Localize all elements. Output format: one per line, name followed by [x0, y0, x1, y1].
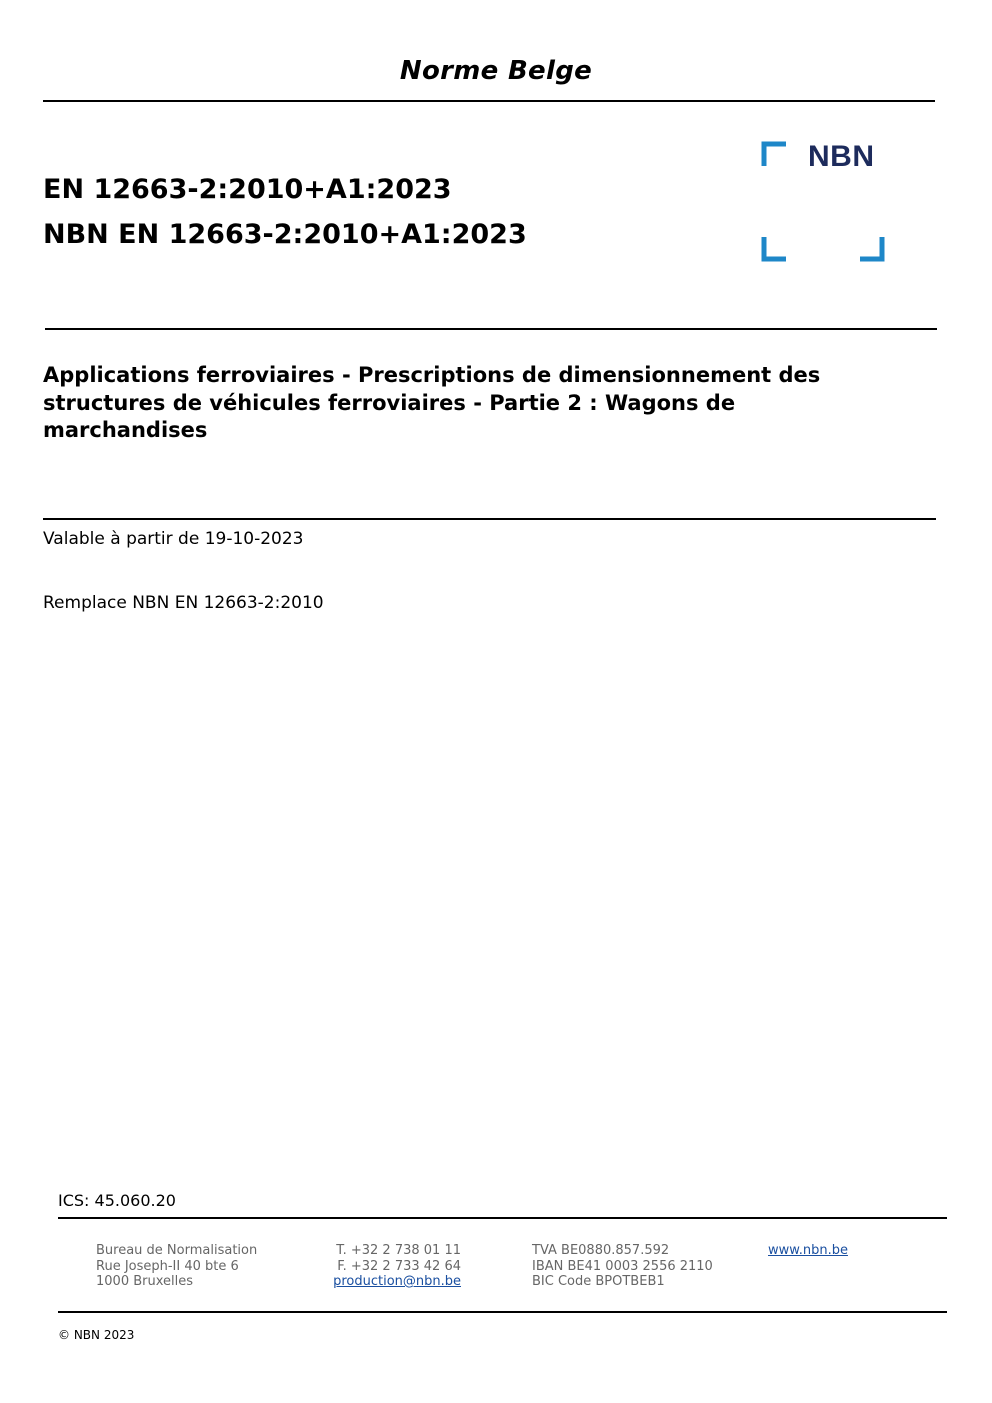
document-header-title: Norme Belge — [399, 56, 593, 86]
title-divider — [43, 518, 936, 520]
ics-code: ICS: 45.060.20 — [58, 1191, 176, 1210]
bic-code: BIC Code BPOTBEB1 — [532, 1274, 665, 1289]
address-line: 1000 Bruxelles — [96, 1274, 194, 1289]
header-divider — [43, 100, 935, 102]
validity-date: Valable à partir de 19-10-2023 — [43, 529, 304, 549]
footer-web — [768, 1243, 848, 1259]
footer-contact — [328, 1243, 461, 1290]
address-line: Bureau de Normalisation — [96, 1243, 258, 1258]
fax-number: F. +32 2 733 42 64 — [337, 1258, 461, 1274]
en-code: EN 12663-2:2010+A1:2023 — [43, 174, 452, 205]
phone-number: T. +32 2 738 01 11 — [336, 1243, 461, 1258]
nbn-code: NBN EN 12663-2:2010+A1:2023 — [43, 219, 527, 250]
replaces-note: Remplace NBN EN 12663-2:2010 — [43, 593, 324, 613]
footer-bottom-divider — [58, 1311, 947, 1313]
address-line: Rue Joseph-II 40 bte 6 — [96, 1258, 239, 1274]
footer-top-divider — [58, 1217, 947, 1219]
vat-number: TVA BE0880.857.592 — [532, 1243, 670, 1258]
footer-bank — [532, 1243, 713, 1290]
copyright-notice: © NBN 2023 — [58, 1328, 135, 1342]
footer-address — [96, 1243, 257, 1290]
email-link[interactable]: production@nbn.be — [333, 1274, 461, 1289]
code-divider — [45, 328, 937, 330]
iban-number: IBAN BE41 0003 2556 2110 — [532, 1258, 713, 1274]
nbn-logo — [760, 138, 886, 264]
standard-title: Applications ferroviaires - Prescriptions de dimensionnement des structures de véhicules ferroviaires - Partie 2 : Wagons de marchandises — [43, 363, 821, 442]
logo-text: NBN — [808, 140, 875, 173]
website-link[interactable]: www.nbn.be — [768, 1243, 848, 1258]
